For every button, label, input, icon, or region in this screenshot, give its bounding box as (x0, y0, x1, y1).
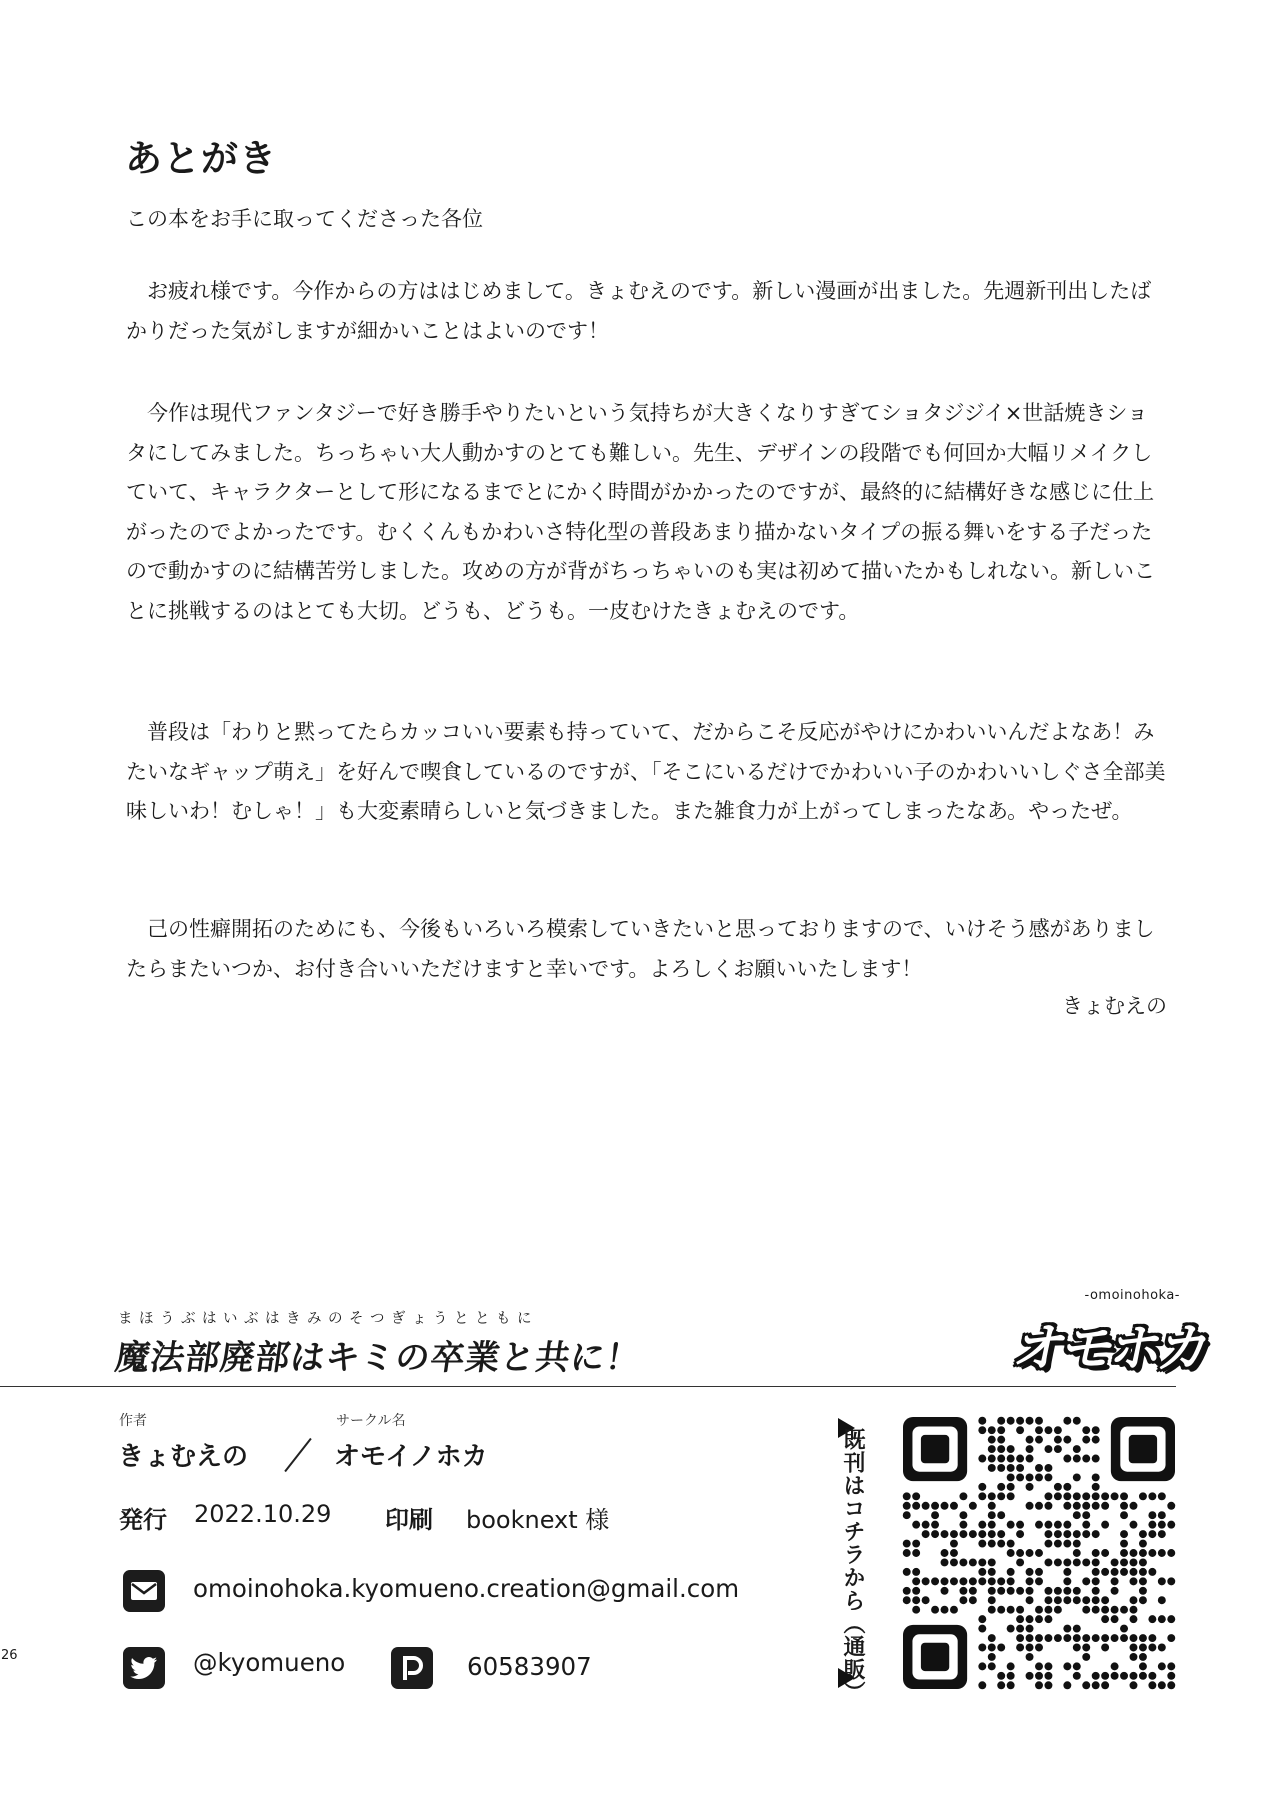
print-label: 印刷 (385, 1506, 433, 1534)
printer-name: booknext 様 (466, 1506, 610, 1534)
afterword-paragraph: 普段は「わりと黙ってたらカッコいい要素も持っていて、だからこそ反応がやけにかわいいんだよなあ！みたいなギャップ萌え」を好んで喫食しているのですが、「そこにいるだけでかわいい子のかわいいしぐさ全部美味しいわ！むしゃ！」も大変素晴らしいと気づきました。また雑食力が上がってしまったなあ。やったぜ。 (126, 720, 1166, 823)
shop-note: 既刊はコチラから（通販） (840, 1428, 865, 1704)
circle-logo (1008, 1288, 1214, 1379)
email-address: omoinohoka.kyomueno.creation@gmail.com (193, 1574, 740, 1603)
issued-label: 発行 (119, 1506, 167, 1534)
afterword-heading: あとがき (125, 137, 277, 180)
circle-label: サークル名 (336, 1413, 406, 1429)
arrow-right-icon (838, 1668, 855, 1688)
mail-icon (123, 1570, 165, 1612)
title-ruby: まほうぶはいぶはきみのそつぎょうとともに (118, 1311, 538, 1327)
separator-slash (284, 1438, 311, 1472)
book-title: 魔法部廃部はキミの卒業と共に！ (112, 1338, 644, 1378)
afterword-paragraph: お疲れ様です。今作からの方ははじめまして。きょむえのです。新しい漫画が出ました。先週新刊出したばかりだった気がしますが細かいことはよいのです！ (126, 279, 1152, 343)
twitter-bird-icon (123, 1647, 165, 1689)
page-number: 26 (1, 1648, 18, 1663)
pixiv-id: 60583907 (467, 1652, 592, 1681)
author-label: 作者 (119, 1413, 147, 1429)
pixiv-icon (391, 1647, 433, 1689)
afterword-signature: きょむえの (1062, 994, 1167, 1018)
logo-subtitle: -omoinohoka- (1084, 1288, 1180, 1303)
twitter-handle: @kyomueno (193, 1648, 346, 1677)
qr-code[interactable] (902, 1416, 1176, 1690)
colophon-divider (0, 1386, 1176, 1387)
afterword-paragraph: 己の性癖開拓のためにも、今後もいろいろ模索していきたいと思っておりますので、いけそう感がありましたらまたいつか、お付き合いいただけますと幸いです。よろしくお願いいたします！ (126, 917, 1155, 981)
afterword-paragraph: 今作は現代ファンタジーで好き勝手やりたいという気持ちが大きくなりすぎてショタジジイ×世話焼きショタにしてみました。ちっちゃい大人動かすのとても難しい。先生、デザインの段階でも何回か大幅リメイクしていて、キャラクターとして形になるまでとにかく時間がかかったのですが、最終的に結構好きな感じに仕上がったのでよかったです。むくくんもかわいさ特化型の普段あまり描かないタイプの振る舞いをする子だったので動かすのに結構苦労しました。攻めの方が背がちっちゃいのも実は初めて描いたかもしれない。新しいことに挑戦するのはとても大切。どうも、どうも。一皮むけたきょむえのです。 (126, 401, 1155, 623)
author-name: きょむえの (118, 1442, 249, 1472)
circle-name: オモイノホカ (334, 1442, 488, 1472)
issued-date: 2022.10.29 (194, 1500, 332, 1528)
afterword-greeting: この本をお手に取ってくださった各位 (126, 207, 483, 231)
logo-wordmark: オモホカ (1008, 1319, 1214, 1379)
